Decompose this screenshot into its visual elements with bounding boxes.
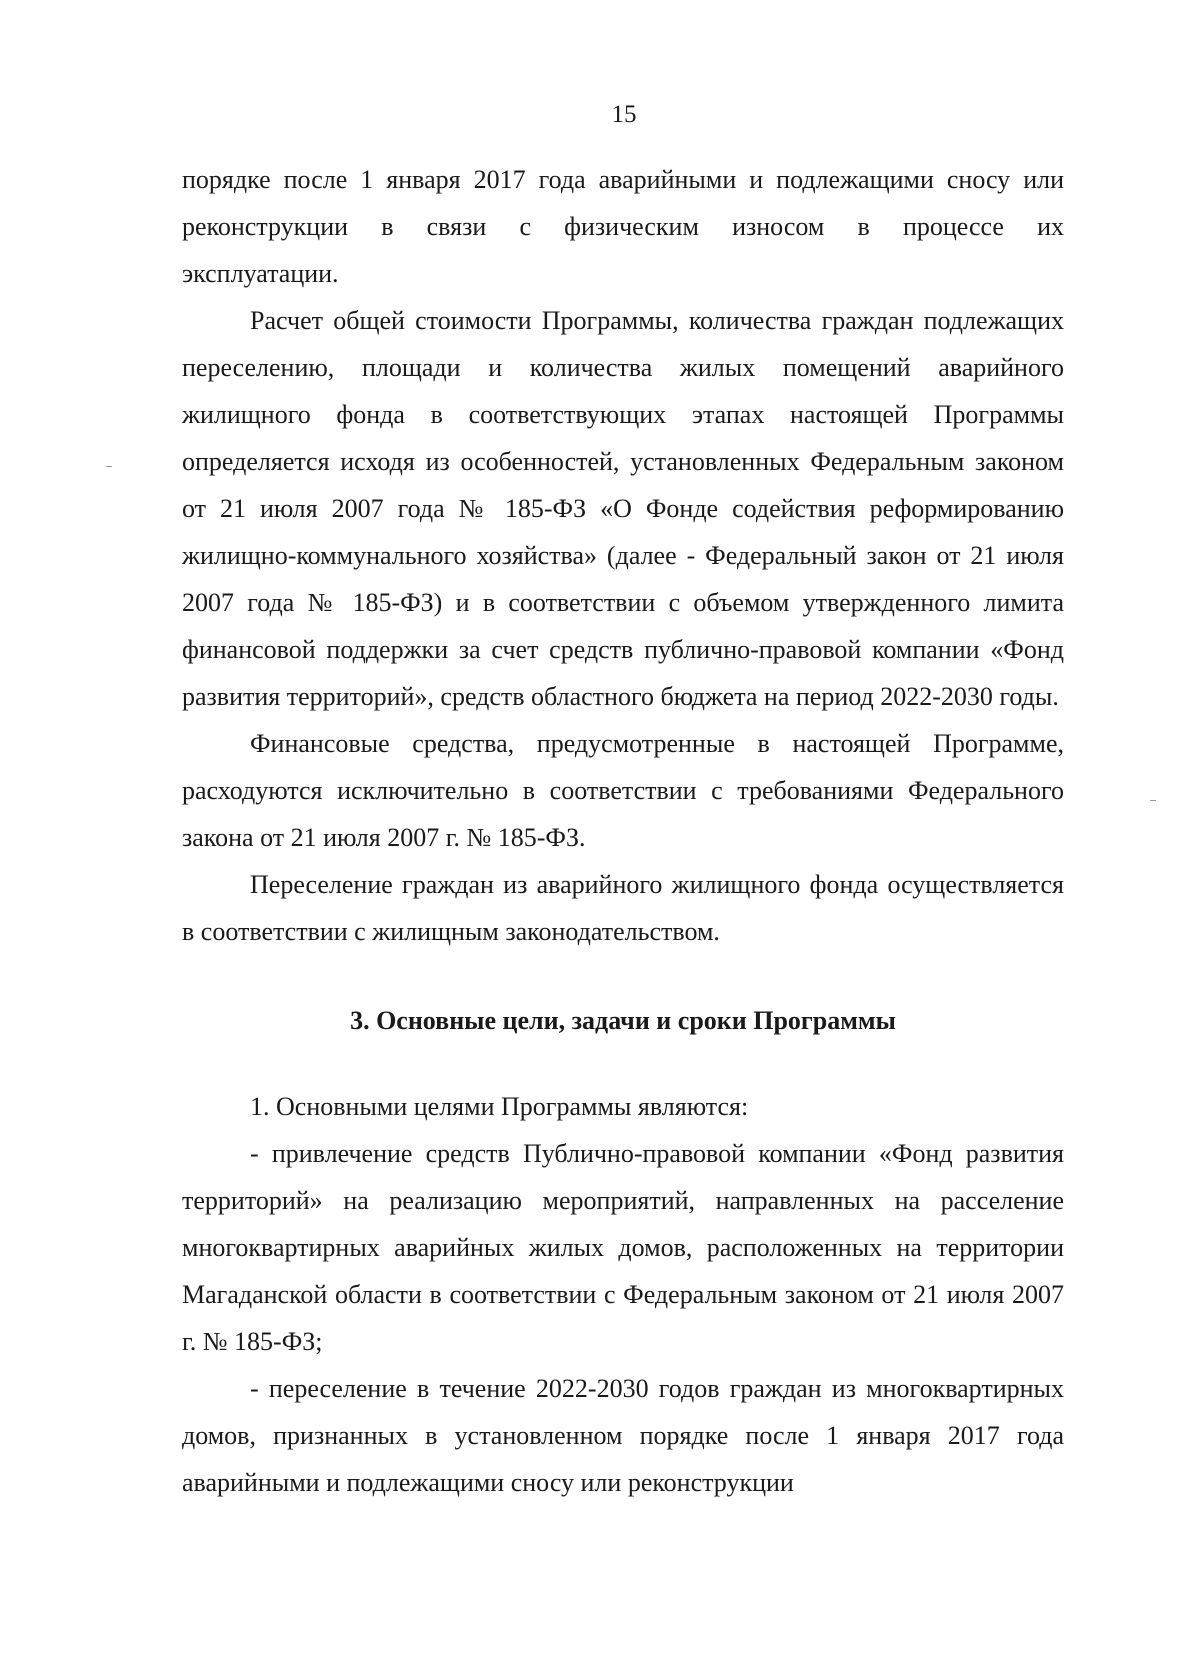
paragraph-continuation-line-2: реконструкции в связи с физическим износом в процессе их (182, 212, 1064, 241)
paragraph-financial-resources: Финансовые средства, предусмотренные в настоящей Программе, расходуются исключительно в соответствии с требованиями Федерального закона от 21 июля 2007 г. № 185-ФЗ. (182, 729, 1064, 852)
page-number: 15 (611, 101, 637, 128)
paragraph-resettlement: Переселение граждан из аварийного жилищного фонда осуществляется в соответствии с жилищным законодательством. (182, 870, 1064, 946)
goal-item-resettlement: - переселение в течение 2022-2030 годов граждан из многоквартирных домов, признанных в установленном порядке после 1 января 2017 года аварийными и подлежащими сносу или реконструкции (182, 1374, 1064, 1497)
paragraph-continuation-line-1: порядке после 1 января 2017 года аварийными и подлежащими сносу или (182, 165, 1064, 194)
paragraph-program-cost-calculation: Расчет общей стоимости Программы, количества граждан подлежащих переселению, площади и количества жилых помещений аварийного жилищного фонда в соответствующих этапах настоящей Программы определяется исходя из особенностей, установленных Федеральным законом от 21 июля 2007 года № 185-ФЗ «О Фонде содействия реформированию жилищно-коммунального хозяйства» (далее - Федеральный закон от 21 июля 2007 года № 185-ФЗ) и в соответствии с объемом утвержденного лимита финансовой поддержки за счет средств публично-правовой компании «Фонд развития территорий», средств областного бюджета на период 2022-2030 годы. (182, 306, 1064, 711)
scan-mark-left (106, 466, 112, 467)
document-body (182, 156, 1064, 1506)
goals-intro: 1. Основными целями Программы являются: (250, 1092, 749, 1121)
section-heading: 3. Основные цели, задачи и сроки Программы (350, 1006, 896, 1035)
scan-mark-right (1150, 800, 1156, 801)
paragraph-continuation-line-3: эксплуатации. (182, 259, 339, 288)
goal-item-attract-funds: - привлечение средств Публично-правовой компании «Фонд развития территорий» на реализацию мероприятий, направленных на расселение многоквартирных аварийных жилых домов, расположенных на территории Магаданской области в соответствии с Федеральным законом от 21 июля 2007 г. № 185-ФЗ; (182, 1139, 1064, 1356)
